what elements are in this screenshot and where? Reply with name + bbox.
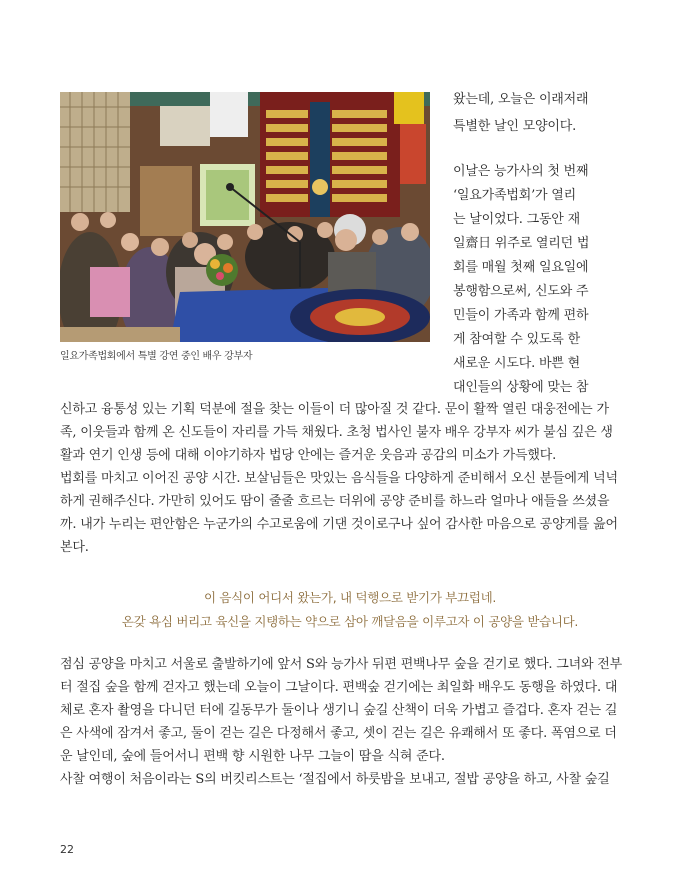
body-line: 점심 공양을 마치고 서울로 출발하기에 앞서 S와 능가사 뒤편 편백나무 숲을 걷기로 했다. 그녀와 전부 [60, 657, 623, 672]
side-line: 게 참여할 수 있도록 한 [453, 332, 580, 347]
side-line: 새로운 시도다. 바쁜 현 [453, 356, 580, 371]
body-line: 신하고 융통성 있는 기획 덕분에 절을 찾는 이들이 더 많아질 것 같다. 문이 활짝 열린 대웅전에는 가 [60, 402, 609, 417]
body-line: 체로 혼자 촬영을 다니던 터에 길동무가 둘이나 생기니 숲길 산책이 더욱 가볍고 즐겁다. 혼자 걷는 길 [60, 703, 618, 718]
body-line: 족, 이웃들과 함께 온 신도들이 자리를 가득 채웠다. 초청 법사인 불자 배우 강부자 씨가 불심 깊은 생 [60, 425, 613, 440]
side-line: 왔는데, 오늘은 이래저래 [453, 92, 589, 107]
side-line: 이날은 능가사의 첫 번째 [453, 164, 589, 179]
side-line: 일齋日 위주로 열리던 법 [453, 236, 590, 251]
side-line: 는 날이었다. 그동안 재 [453, 212, 580, 227]
body-line: 까. 내가 누리는 편안함은 누군가의 수고로움에 기댄 것이로구나 싶어 감사한 마음으로 공양게를 읊어 [60, 517, 618, 532]
body-line: 사찰 여행이 처음이라는 S의 버킷리스트는 ‘절집에서 하룻밤을 보내고, 절밥 공양을 하고, 사찰 숲길 [60, 772, 610, 787]
body-line: 은 사색에 잠겨서 좋고, 둘이 걷는 길은 다정해서 좋고, 셋이 걷는 길은 유쾌해서 또 좋다. 폭염으로 더 [60, 726, 617, 741]
side-line: 봉행함으로써, 신도와 주 [453, 284, 589, 299]
photo-caption: 일요가족법회에서 특별 강연 중인 배우 강부자 [60, 351, 253, 362]
body-line: 운 날인데, 숲에 들어서니 편백 향 시원한 나무 그늘이 땀을 식혀 준다. [60, 749, 445, 764]
body-line: 법회를 마치고 이어진 공양 시간. 보살님들은 맛있는 음식들을 다양하게 준비해서 오신 분들에게 넉넉 [60, 471, 618, 486]
body-line: 터 절집 숲을 함께 걷자고 했는데 오늘이 그날이다. 편백숲 걷기에는 최일화 배우도 동행을 하였다. 대 [60, 680, 618, 695]
meal-verse-line: 이 음식이 어디서 왔는가, 내 덕행으로 받기가 부끄럽네. [203, 590, 497, 605]
side-line: 대인들의 상황에 맞는 참 [453, 380, 589, 395]
body-line: 활과 연기 인생 등에 대해 이야기하자 법당 안에는 즐거운 웃음과 공감의 미소가 가득했다. [60, 448, 557, 463]
page-number: 22 [60, 843, 74, 856]
body-line: 하게 권해주신다. 가만히 있어도 땀이 줄줄 흐르는 더위에 공양 준비를 하느라 얼마나 애들을 쓰셨을 [60, 494, 610, 509]
side-line: ‘일요가족법회’가 열리 [453, 188, 577, 203]
side-line: 특별한 날인 모양이다. [453, 119, 577, 134]
meal-verse-line: 온갖 욕심 버리고 육신을 지탱하는 약으로 삼아 깨달음을 이루고자 이 공양을 받습니다. [121, 614, 579, 629]
side-line: 민들이 가족과 함께 편하 [453, 308, 589, 323]
side-line: 회를 매월 첫째 일요일에 [453, 260, 589, 275]
body-line: 본다. [60, 540, 89, 555]
temple-lecture-photo [60, 92, 430, 342]
